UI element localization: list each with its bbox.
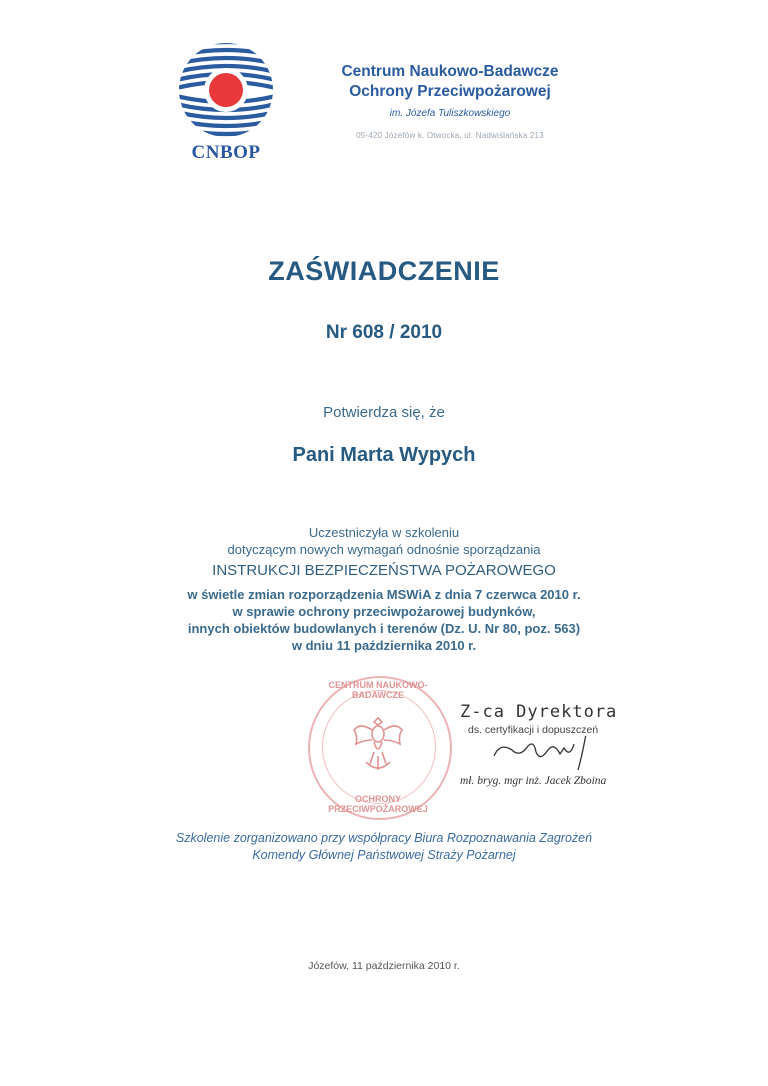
recipient-name: Pani Marta Wypych [292,444,476,466]
eagle-emblem-icon [352,712,404,774]
training-subject: INSTRUKCJI BEZPIECZEŃSTWA POŻAROWEGO [212,562,556,579]
body-line-5: w sprawie ochrony przeciwpożarowej budynków, [232,604,536,619]
body-line-1: Uczestniczyła w szkoleniu [308,525,460,540]
org-name-line1: Centrum Naukowo-Badawcze [341,63,559,80]
organization-header [305,62,595,140]
stamp-bottom-text: OCHRONY PRZECIWPOŻAROWEJ [328,794,428,814]
org-address: 05-420 Józefów k. Otwocka, ul. Nadwiślańska 213 [356,131,544,140]
confirm-text: Potwierdza się, że [323,404,445,421]
cnbop-emblem-icon [176,40,276,140]
org-patron: im. Józefa Tuliszkowskiego [389,108,511,119]
certificate-number: Nr 608 / 2010 [325,322,443,343]
body-line-2: dotyczącym nowych wymagań odnośnie sporządzania [227,542,541,557]
place-and-date: Józefów, 11 października 2010 r. [308,960,460,972]
body-line-7: w dniu 11 października 2010 r. [291,638,477,653]
certificate-title: ZAŚWIADCZENIE [268,256,500,286]
cooperation-line-1: Szkolenie zorganizowano przy współpracy Biura Rozpoznawania Zagrożeń [175,831,593,845]
stamp-top-text: CENTRUM NAUKOWO-BADAWCZE [328,680,428,700]
handwritten-signature-icon [490,736,610,770]
certificate-body [0,524,768,654]
body-line-6: innych obiektów budowlanych i terenów (Dz. U. Nr 80, poz. 563) [187,621,581,636]
signatory-role: Z-ca Dyrektora [460,702,618,722]
logo-text: CNBOP [191,142,261,163]
cooperation-line-2: Komendy Głównej Państwowej Straży Pożarnej [252,848,516,862]
signatory-name: mł. bryg. mgr inż. Jacek Zboina [460,775,607,787]
body-line-4: w świetle zmian rozporządzenia MSWiA z dnia 7 czerwca 2010 r. [187,587,581,602]
cooperation-note [0,830,768,864]
org-name-line2: Ochrony Przeciwpożarowej [349,83,551,100]
cnbop-logo [176,40,276,168]
signature-block [460,702,660,787]
signatory-department: ds. certyfikacji i dopuszczeń [468,724,599,736]
official-stamp [308,676,454,822]
